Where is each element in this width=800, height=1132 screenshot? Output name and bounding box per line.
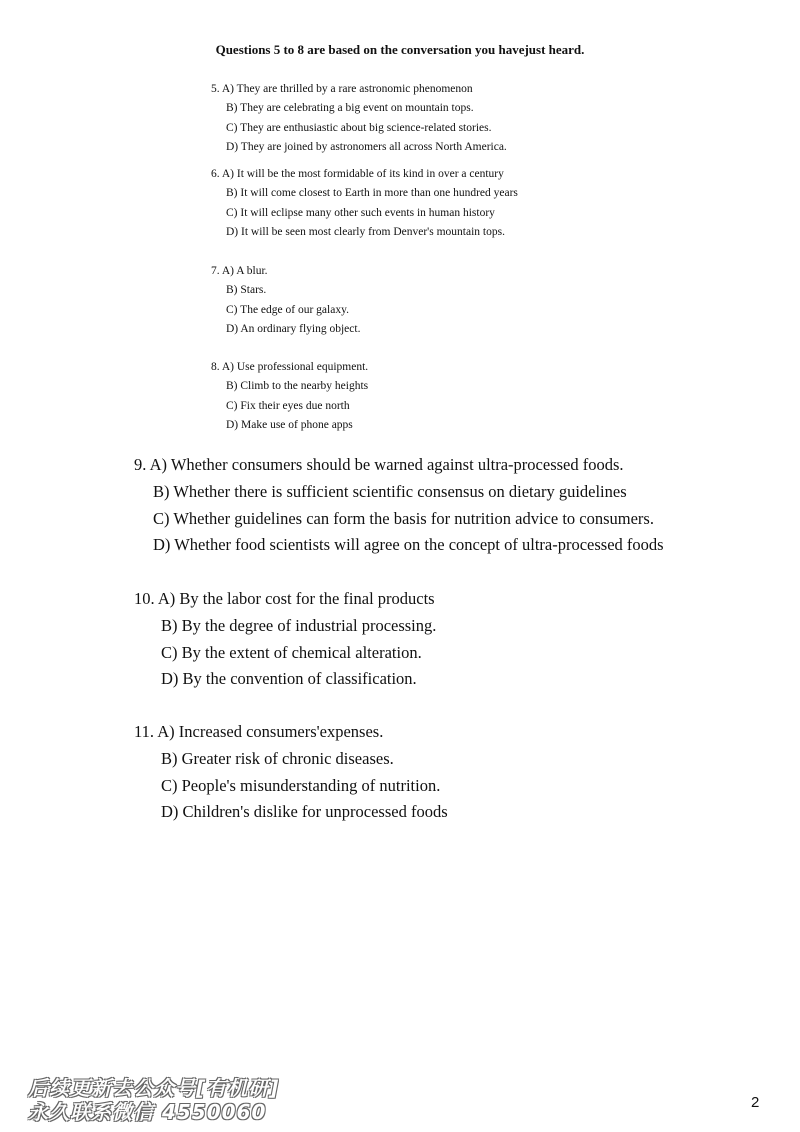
- page-number: 2: [751, 1094, 760, 1111]
- option-b: B) It will come closest to Earth in more than one hundred years: [226, 187, 518, 200]
- question-5: [211, 80, 507, 158]
- option-a: 6. A) It will be the most formidable of its kind in over a century: [211, 168, 504, 180]
- option-a: 8. A) Use professional equipment.: [211, 361, 369, 373]
- option-a: 10. A) By the labor cost for the final products: [134, 589, 435, 608]
- option-b: B) Climb to the nearby heights: [226, 380, 369, 393]
- question-9: [134, 452, 664, 559]
- option-c: C) By the extent of chemical alteration.: [161, 642, 422, 662]
- option-b: B) They are celebrating a big event on mountain tops.: [226, 102, 474, 115]
- option-d: D) Children's dislike for unprocessed foods: [161, 802, 448, 822]
- option-a: 9. A) Whether consumers should be warned against ultra-processed foods.: [134, 455, 624, 474]
- option-a: 7. A) A blur.: [211, 265, 268, 277]
- option-d: D) Make use of phone apps: [226, 419, 353, 432]
- watermark-line-1: 后续更新去公众号[有机研]: [28, 1076, 280, 1100]
- option-a: 11. A) Increased consumers'expenses.: [134, 722, 384, 741]
- option-b: B) By the degree of industrial processing.: [161, 615, 437, 635]
- question-7: [211, 262, 360, 340]
- option-b: B) Greater risk of chronic diseases.: [161, 748, 394, 768]
- option-c: C) They are enthusiastic about big science-related stories.: [226, 121, 492, 134]
- option-c: C) It will eclipse many other such events in human history: [226, 206, 495, 219]
- option-d: D) An ordinary flying object.: [226, 323, 361, 336]
- option-d: D) They are joined by astronomers all across North America.: [226, 141, 507, 154]
- watermark: [28, 1076, 279, 1124]
- option-d: D) By the convention of classification.: [161, 669, 417, 689]
- option-b: B) Stars.: [226, 284, 267, 297]
- question-8: [211, 358, 368, 436]
- option-a: 5. A) They are thrilled by a rare astronomic phenomenon: [211, 83, 473, 95]
- option-d: D) Whether food scientists will agree on the concept of ultra-processed foods: [153, 535, 664, 555]
- watermark-line-2: 永久联系微信 4550060: [28, 1100, 267, 1124]
- section-heading: Questions 5 to 8 are based on the conversation you havejust heard.: [215, 42, 585, 57]
- option-c: C) Fix their eyes due north: [226, 399, 350, 412]
- option-c: C) The edge of our galaxy.: [226, 303, 349, 316]
- question-10: [134, 586, 436, 693]
- option-d: D) It will be seen most clearly from Denver's mountain tops.: [226, 226, 505, 239]
- option-c: C) Whether guidelines can form the basis for nutrition advice to consumers.: [153, 508, 654, 528]
- question-11: [134, 719, 448, 826]
- question-6: [211, 165, 518, 243]
- option-b: B) Whether there is sufficient scientific consensus on dietary guidelines: [153, 481, 627, 501]
- option-c: C) People's misunderstanding of nutrition.: [161, 775, 441, 795]
